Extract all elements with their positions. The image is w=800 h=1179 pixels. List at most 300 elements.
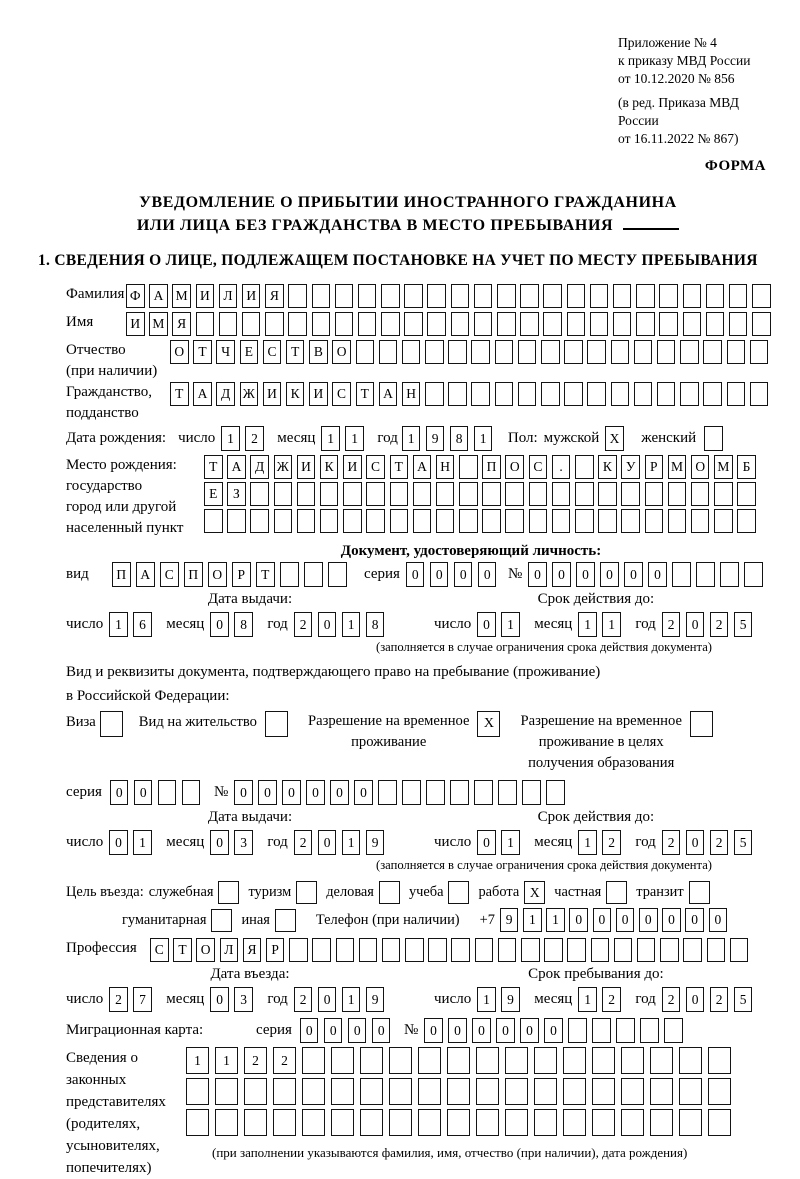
- char-cell[interactable]: 1: [321, 426, 340, 451]
- char-cell[interactable]: [680, 340, 699, 364]
- char-cell[interactable]: [242, 312, 261, 336]
- char-cell[interactable]: [389, 1047, 412, 1074]
- char-cell[interactable]: [476, 1078, 499, 1105]
- char-cell[interactable]: [544, 938, 563, 962]
- char-cell[interactable]: П: [112, 562, 131, 587]
- char-cell[interactable]: [475, 938, 494, 962]
- char-cell[interactable]: Ф: [126, 284, 145, 308]
- char-cell[interactable]: 0: [686, 830, 705, 855]
- char-cell[interactable]: С: [366, 455, 385, 479]
- char-cell[interactable]: [302, 1047, 325, 1074]
- char-cell[interactable]: 1: [546, 908, 565, 932]
- char-cell[interactable]: 0: [685, 908, 704, 932]
- char-cell[interactable]: А: [136, 562, 155, 587]
- char-cell[interactable]: [336, 938, 355, 962]
- char-cell[interactable]: 0: [282, 780, 301, 805]
- char-cell[interactable]: [650, 1078, 673, 1105]
- char-cell[interactable]: [679, 1047, 702, 1074]
- char-cell[interactable]: [541, 382, 560, 406]
- char-cell[interactable]: [614, 938, 633, 962]
- char-cell[interactable]: 0: [686, 612, 705, 637]
- char-cell[interactable]: [703, 340, 722, 364]
- char-cell[interactable]: Р: [645, 455, 664, 479]
- char-cell[interactable]: [471, 382, 490, 406]
- char-cell[interactable]: [679, 1109, 702, 1136]
- char-cell[interactable]: И: [126, 312, 145, 336]
- char-cell[interactable]: О: [196, 938, 215, 962]
- char-cell[interactable]: [459, 482, 478, 506]
- char-cell[interactable]: 2: [710, 830, 729, 855]
- char-cell[interactable]: [498, 780, 517, 805]
- char-cell[interactable]: [448, 382, 467, 406]
- char-cell[interactable]: 2: [662, 987, 681, 1012]
- char-cell[interactable]: 0: [520, 1018, 539, 1043]
- char-cell[interactable]: [366, 482, 385, 506]
- char-cell[interactable]: 0: [330, 780, 349, 805]
- char-cell[interactable]: [575, 482, 594, 506]
- char-cell[interactable]: 8: [234, 612, 253, 637]
- char-cell[interactable]: [520, 312, 539, 336]
- char-cell[interactable]: 1: [342, 987, 361, 1012]
- char-cell[interactable]: X: [477, 711, 500, 737]
- char-cell[interactable]: [379, 340, 398, 364]
- char-cell[interactable]: И: [297, 455, 316, 479]
- char-cell[interactable]: [636, 284, 655, 308]
- char-cell[interactable]: [381, 284, 400, 308]
- char-cell[interactable]: [497, 312, 516, 336]
- char-cell[interactable]: [447, 1109, 470, 1136]
- char-cell[interactable]: 2: [602, 987, 621, 1012]
- char-cell[interactable]: 0: [639, 908, 658, 932]
- char-cell[interactable]: [459, 455, 478, 479]
- char-cell[interactable]: [534, 1109, 557, 1136]
- char-cell[interactable]: [331, 1047, 354, 1074]
- char-cell[interactable]: М: [172, 284, 191, 308]
- char-cell[interactable]: [592, 1018, 611, 1043]
- char-cell[interactable]: Б: [737, 455, 756, 479]
- char-cell[interactable]: [636, 312, 655, 336]
- char-cell[interactable]: 7: [133, 987, 152, 1012]
- char-cell[interactable]: Р: [266, 938, 285, 962]
- char-cell[interactable]: [575, 455, 594, 479]
- char-cell[interactable]: [505, 509, 524, 533]
- char-cell[interactable]: 1: [133, 830, 152, 855]
- char-cell[interactable]: 1: [342, 830, 361, 855]
- char-cell[interactable]: 1: [345, 426, 364, 451]
- char-cell[interactable]: [100, 711, 123, 737]
- char-cell[interactable]: [366, 509, 385, 533]
- char-cell[interactable]: [737, 509, 756, 533]
- char-cell[interactable]: [668, 509, 687, 533]
- char-cell[interactable]: [534, 1047, 557, 1074]
- char-cell[interactable]: 2: [294, 830, 313, 855]
- char-cell[interactable]: О: [170, 340, 189, 364]
- char-cell[interactable]: 0: [318, 830, 337, 855]
- char-cell[interactable]: 1: [578, 987, 597, 1012]
- char-cell[interactable]: 0: [569, 908, 588, 932]
- char-cell[interactable]: [358, 312, 377, 336]
- char-cell[interactable]: [708, 1109, 731, 1136]
- char-cell[interactable]: [402, 780, 421, 805]
- char-cell[interactable]: [450, 780, 469, 805]
- char-cell[interactable]: [587, 340, 606, 364]
- char-cell[interactable]: [425, 340, 444, 364]
- char-cell[interactable]: [704, 426, 723, 451]
- char-cell[interactable]: [634, 382, 653, 406]
- char-cell[interactable]: [591, 938, 610, 962]
- char-cell[interactable]: 0: [477, 830, 496, 855]
- char-cell[interactable]: 0: [624, 562, 643, 587]
- char-cell[interactable]: [250, 509, 269, 533]
- char-cell[interactable]: [244, 1109, 267, 1136]
- char-cell[interactable]: [288, 312, 307, 336]
- char-cell[interactable]: [691, 482, 710, 506]
- char-cell[interactable]: 0: [234, 780, 253, 805]
- char-cell[interactable]: [613, 312, 632, 336]
- char-cell[interactable]: А: [413, 455, 432, 479]
- char-cell[interactable]: [708, 1078, 731, 1105]
- char-cell[interactable]: 0: [552, 562, 571, 587]
- char-cell[interactable]: 0: [709, 908, 728, 932]
- char-cell[interactable]: [505, 1109, 528, 1136]
- char-cell[interactable]: [703, 382, 722, 406]
- char-cell[interactable]: [436, 509, 455, 533]
- char-cell[interactable]: [275, 909, 296, 932]
- char-cell[interactable]: 9: [366, 987, 385, 1012]
- char-cell[interactable]: 1: [474, 426, 493, 451]
- char-cell[interactable]: З: [227, 482, 246, 506]
- char-cell[interactable]: [389, 1078, 412, 1105]
- char-cell[interactable]: 1: [477, 987, 496, 1012]
- char-cell[interactable]: [215, 1109, 238, 1136]
- char-cell[interactable]: А: [379, 382, 398, 406]
- char-cell[interactable]: [196, 312, 215, 336]
- char-cell[interactable]: [637, 938, 656, 962]
- char-cell[interactable]: О: [505, 455, 524, 479]
- char-cell[interactable]: [413, 509, 432, 533]
- char-cell[interactable]: [244, 1078, 267, 1105]
- char-cell[interactable]: [659, 312, 678, 336]
- char-cell[interactable]: [379, 881, 400, 904]
- char-cell[interactable]: 0: [593, 908, 612, 932]
- char-cell[interactable]: [182, 780, 201, 805]
- char-cell[interactable]: [567, 312, 586, 336]
- char-cell[interactable]: 2: [294, 987, 313, 1012]
- char-cell[interactable]: 1: [523, 908, 542, 932]
- char-cell[interactable]: Т: [356, 382, 375, 406]
- char-cell[interactable]: И: [263, 382, 282, 406]
- char-cell[interactable]: С: [160, 562, 179, 587]
- char-cell[interactable]: 0: [109, 830, 128, 855]
- char-cell[interactable]: [707, 938, 726, 962]
- char-cell[interactable]: [265, 312, 284, 336]
- char-cell[interactable]: [752, 312, 771, 336]
- char-cell[interactable]: Е: [204, 482, 223, 506]
- char-cell[interactable]: [382, 938, 401, 962]
- char-cell[interactable]: [389, 1109, 412, 1136]
- char-cell[interactable]: О: [691, 455, 710, 479]
- char-cell[interactable]: 0: [424, 1018, 443, 1043]
- char-cell[interactable]: [426, 780, 445, 805]
- char-cell[interactable]: X: [524, 881, 545, 904]
- char-cell[interactable]: М: [714, 455, 733, 479]
- char-cell[interactable]: [521, 938, 540, 962]
- char-cell[interactable]: 0: [662, 908, 681, 932]
- char-cell[interactable]: [520, 284, 539, 308]
- char-cell[interactable]: [482, 509, 501, 533]
- char-cell[interactable]: [729, 284, 748, 308]
- char-cell[interactable]: [568, 1018, 587, 1043]
- char-cell[interactable]: [616, 1018, 635, 1043]
- char-cell[interactable]: [436, 482, 455, 506]
- char-cell[interactable]: [418, 1109, 441, 1136]
- char-cell[interactable]: [706, 284, 725, 308]
- char-cell[interactable]: [343, 482, 362, 506]
- char-cell[interactable]: 8: [366, 612, 385, 637]
- char-cell[interactable]: 5: [734, 830, 753, 855]
- char-cell[interactable]: 0: [686, 987, 705, 1012]
- char-cell[interactable]: 0: [454, 562, 473, 587]
- char-cell[interactable]: [750, 340, 769, 364]
- char-cell[interactable]: 0: [210, 830, 229, 855]
- char-cell[interactable]: [459, 509, 478, 533]
- char-cell[interactable]: [727, 340, 746, 364]
- char-cell[interactable]: [567, 938, 586, 962]
- char-cell[interactable]: 1: [342, 612, 361, 637]
- char-cell[interactable]: А: [149, 284, 168, 308]
- char-cell[interactable]: 1: [501, 612, 520, 637]
- char-cell[interactable]: [621, 1047, 644, 1074]
- char-cell[interactable]: [737, 482, 756, 506]
- char-cell[interactable]: 2: [710, 612, 729, 637]
- char-cell[interactable]: Я: [265, 284, 284, 308]
- char-cell[interactable]: [518, 382, 537, 406]
- char-cell[interactable]: [476, 1109, 499, 1136]
- char-cell[interactable]: Л: [219, 284, 238, 308]
- char-cell[interactable]: [402, 340, 421, 364]
- char-cell[interactable]: [529, 482, 548, 506]
- char-cell[interactable]: [621, 509, 640, 533]
- char-cell[interactable]: [227, 509, 246, 533]
- char-cell[interactable]: [451, 938, 470, 962]
- char-cell[interactable]: 0: [210, 987, 229, 1012]
- char-cell[interactable]: [404, 284, 423, 308]
- char-cell[interactable]: [474, 284, 493, 308]
- char-cell[interactable]: [696, 562, 715, 587]
- char-cell[interactable]: [720, 562, 739, 587]
- char-cell[interactable]: [606, 881, 627, 904]
- char-cell[interactable]: Т: [390, 455, 409, 479]
- char-cell[interactable]: [541, 340, 560, 364]
- char-cell[interactable]: [634, 340, 653, 364]
- char-cell[interactable]: [356, 340, 375, 364]
- char-cell[interactable]: [683, 284, 702, 308]
- char-cell[interactable]: [668, 482, 687, 506]
- char-cell[interactable]: 0: [324, 1018, 343, 1043]
- char-cell[interactable]: 9: [366, 830, 385, 855]
- char-cell[interactable]: [360, 1078, 383, 1105]
- char-cell[interactable]: [186, 1109, 209, 1136]
- char-cell[interactable]: [302, 1109, 325, 1136]
- char-cell[interactable]: [495, 340, 514, 364]
- char-cell[interactable]: [543, 284, 562, 308]
- char-cell[interactable]: У: [621, 455, 640, 479]
- char-cell[interactable]: [575, 509, 594, 533]
- char-cell[interactable]: [664, 1018, 683, 1043]
- char-cell[interactable]: Р: [232, 562, 251, 587]
- char-cell[interactable]: [273, 1078, 296, 1105]
- char-cell[interactable]: М: [668, 455, 687, 479]
- char-cell[interactable]: [186, 1078, 209, 1105]
- char-cell[interactable]: [418, 1078, 441, 1105]
- char-cell[interactable]: 0: [478, 562, 497, 587]
- char-cell[interactable]: 0: [300, 1018, 319, 1043]
- char-cell[interactable]: [645, 482, 664, 506]
- char-cell[interactable]: В: [309, 340, 328, 364]
- char-cell[interactable]: [425, 382, 444, 406]
- char-cell[interactable]: 1: [221, 426, 240, 451]
- char-cell[interactable]: [679, 1078, 702, 1105]
- char-cell[interactable]: [320, 482, 339, 506]
- char-cell[interactable]: [621, 482, 640, 506]
- char-cell[interactable]: 0: [318, 987, 337, 1012]
- char-cell[interactable]: Т: [286, 340, 305, 364]
- char-cell[interactable]: [476, 1047, 499, 1074]
- char-cell[interactable]: [250, 482, 269, 506]
- char-cell[interactable]: [312, 312, 331, 336]
- char-cell[interactable]: [381, 312, 400, 336]
- char-cell[interactable]: [714, 509, 733, 533]
- char-cell[interactable]: [534, 1078, 557, 1105]
- char-cell[interactable]: [274, 482, 293, 506]
- char-cell[interactable]: 0: [134, 780, 153, 805]
- char-cell[interactable]: 8: [450, 426, 469, 451]
- char-cell[interactable]: [427, 312, 446, 336]
- char-cell[interactable]: [613, 284, 632, 308]
- char-cell[interactable]: Д: [250, 455, 269, 479]
- char-cell[interactable]: [428, 938, 447, 962]
- char-cell[interactable]: [611, 340, 630, 364]
- char-cell[interactable]: [590, 312, 609, 336]
- char-cell[interactable]: [683, 312, 702, 336]
- char-cell[interactable]: 0: [348, 1018, 367, 1043]
- char-cell[interactable]: .: [552, 455, 571, 479]
- char-cell[interactable]: И: [196, 284, 215, 308]
- char-cell[interactable]: 2: [662, 830, 681, 855]
- char-cell[interactable]: [552, 482, 571, 506]
- char-cell[interactable]: И: [343, 455, 362, 479]
- char-cell[interactable]: 1: [215, 1047, 238, 1074]
- char-cell[interactable]: 5: [734, 612, 753, 637]
- char-cell[interactable]: Д: [216, 382, 235, 406]
- char-cell[interactable]: 1: [109, 612, 128, 637]
- char-cell[interactable]: 0: [477, 612, 496, 637]
- char-cell[interactable]: [495, 382, 514, 406]
- char-cell[interactable]: [657, 340, 676, 364]
- char-cell[interactable]: [471, 340, 490, 364]
- char-cell[interactable]: [689, 881, 710, 904]
- char-cell[interactable]: Т: [204, 455, 223, 479]
- char-cell[interactable]: 6: [133, 612, 152, 637]
- char-cell[interactable]: Ч: [216, 340, 235, 364]
- char-cell[interactable]: [708, 1047, 731, 1074]
- char-cell[interactable]: [659, 284, 678, 308]
- char-cell[interactable]: [158, 780, 177, 805]
- char-cell[interactable]: [312, 938, 331, 962]
- char-cell[interactable]: [563, 1047, 586, 1074]
- char-cell[interactable]: [744, 562, 763, 587]
- char-cell[interactable]: [660, 938, 679, 962]
- char-cell[interactable]: [621, 1078, 644, 1105]
- char-cell[interactable]: 0: [354, 780, 373, 805]
- char-cell[interactable]: [683, 938, 702, 962]
- char-cell[interactable]: [359, 938, 378, 962]
- char-cell[interactable]: Н: [436, 455, 455, 479]
- char-cell[interactable]: Н: [402, 382, 421, 406]
- char-cell[interactable]: 0: [306, 780, 325, 805]
- char-cell[interactable]: Я: [243, 938, 262, 962]
- char-cell[interactable]: [331, 1109, 354, 1136]
- char-cell[interactable]: [404, 312, 423, 336]
- char-cell[interactable]: [204, 509, 223, 533]
- char-cell[interactable]: [706, 312, 725, 336]
- char-cell[interactable]: 0: [528, 562, 547, 587]
- char-cell[interactable]: С: [150, 938, 169, 962]
- char-cell[interactable]: 0: [448, 1018, 467, 1043]
- char-cell[interactable]: [750, 382, 769, 406]
- char-cell[interactable]: Т: [193, 340, 212, 364]
- char-cell[interactable]: [273, 1109, 296, 1136]
- char-cell[interactable]: Я: [172, 312, 191, 336]
- char-cell[interactable]: 2: [244, 1047, 267, 1074]
- char-cell[interactable]: [730, 938, 749, 962]
- char-cell[interactable]: [448, 881, 469, 904]
- char-cell[interactable]: [650, 1109, 673, 1136]
- char-cell[interactable]: [657, 382, 676, 406]
- char-cell[interactable]: 9: [426, 426, 445, 451]
- char-cell[interactable]: [691, 509, 710, 533]
- char-cell[interactable]: 9: [500, 908, 519, 932]
- char-cell[interactable]: [390, 509, 409, 533]
- char-cell[interactable]: А: [193, 382, 212, 406]
- char-cell[interactable]: [331, 1078, 354, 1105]
- char-cell[interactable]: [360, 1047, 383, 1074]
- char-cell[interactable]: 2: [273, 1047, 296, 1074]
- char-cell[interactable]: [482, 482, 501, 506]
- char-cell[interactable]: [447, 1047, 470, 1074]
- char-cell[interactable]: [296, 881, 317, 904]
- char-cell[interactable]: [621, 1109, 644, 1136]
- char-cell[interactable]: [563, 1109, 586, 1136]
- char-cell[interactable]: С: [529, 455, 548, 479]
- char-cell[interactable]: [640, 1018, 659, 1043]
- char-cell[interactable]: [335, 312, 354, 336]
- char-cell[interactable]: 1: [578, 830, 597, 855]
- char-cell[interactable]: [448, 340, 467, 364]
- char-cell[interactable]: [405, 938, 424, 962]
- char-cell[interactable]: П: [184, 562, 203, 587]
- char-cell[interactable]: 2: [662, 612, 681, 637]
- char-cell[interactable]: [598, 482, 617, 506]
- char-cell[interactable]: О: [332, 340, 351, 364]
- char-cell[interactable]: 0: [210, 612, 229, 637]
- char-cell[interactable]: [727, 382, 746, 406]
- char-cell[interactable]: 0: [430, 562, 449, 587]
- char-cell[interactable]: Л: [220, 938, 239, 962]
- char-cell[interactable]: 0: [600, 562, 619, 587]
- char-cell[interactable]: [335, 284, 354, 308]
- char-cell[interactable]: [714, 482, 733, 506]
